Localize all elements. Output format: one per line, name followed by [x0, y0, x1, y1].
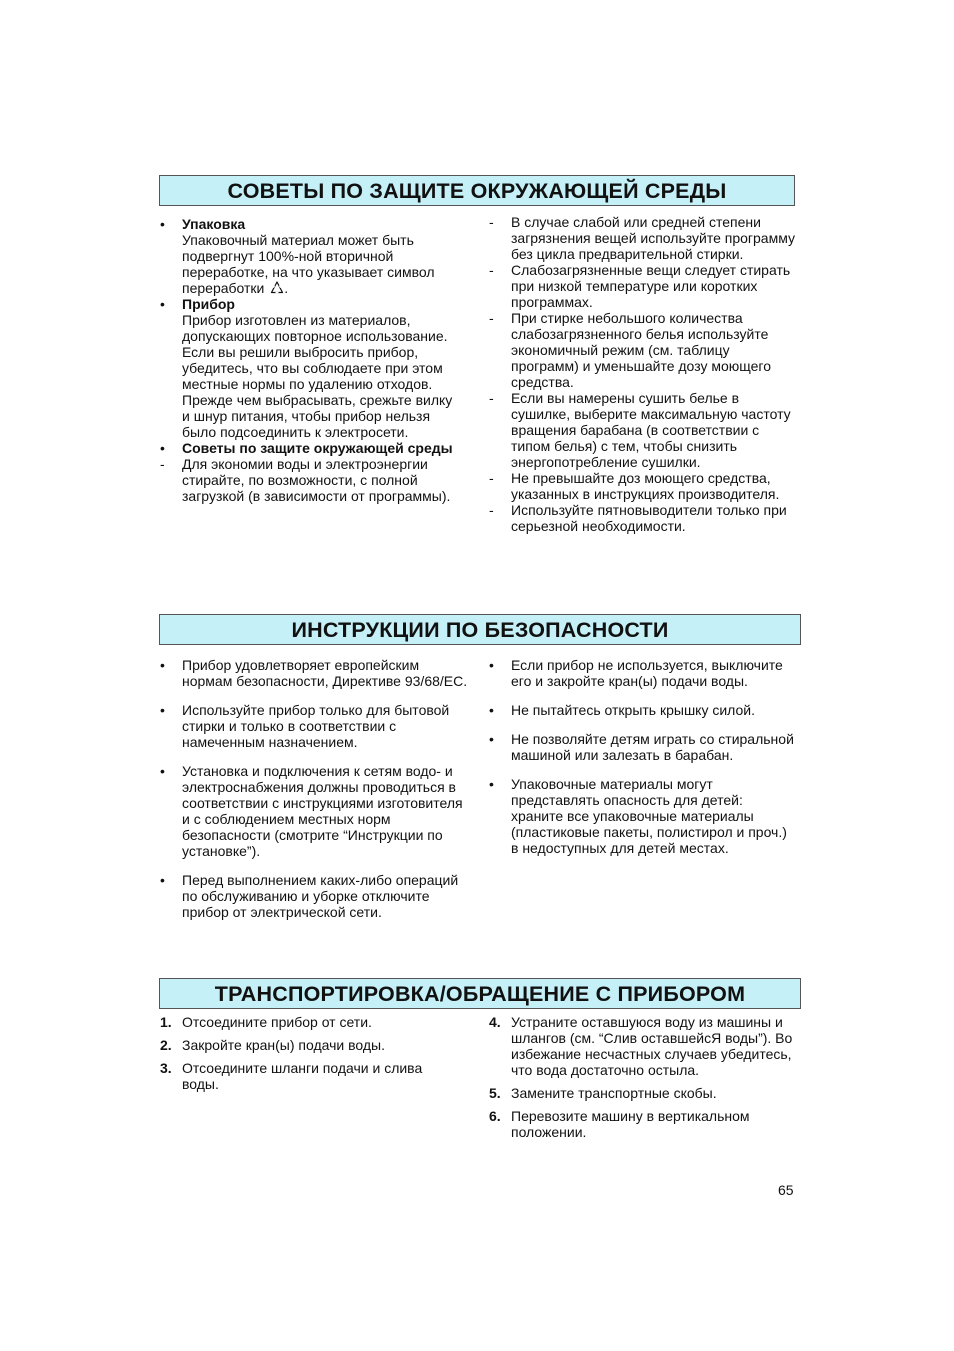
safety-left-column	[160, 657, 468, 920]
appliance-text-2: Прежде чем выбрасывать, срежьте вилку и шнур питания, чтобы прибор нельзя было подсоединить к электросети.	[182, 392, 453, 440]
list-item: • Упаковочные материалы могут представлять опасность для детей: храните все упаковочные материалы (пластиковые пакеты, полистирол и проч.) в недоступных для детей местах.	[489, 776, 787, 856]
list-item: • Установка и подключения к сетям водо- и электроснабжения должны проводиться в соответствии с инструкциями изготовителя и с соблюдением местных норм безопасности (смотрите “Инструкции по установке”).	[160, 763, 463, 859]
list-item: - Если вы намерены сушить белье в сушилке, выберите максимальную частоту вращения барабана (в соответствии с типом белья) с тем, чтобы снизить энергопотребление сушилки.	[489, 390, 791, 470]
list-item: - Не превышайте доз моющего средства, указанных в инструкциях производителя.	[489, 470, 780, 502]
list-item: • Если прибор не используется, выключите его и закройте кран(ы) подачи воды.	[489, 657, 783, 689]
packaging-title: Упаковка	[182, 216, 246, 232]
list-item: - Слабозагрязненные вещи следует стирать при низкой температуре или коротких программах.	[489, 262, 791, 310]
transport-left-column	[160, 1014, 460, 1092]
list-item: • Упаковка Упаковочный материал может быть подвергнут 100%-ной вторичной переработке, на что указывает символ переработки .	[160, 216, 460, 296]
list-item: 2. Закройте кран(ы) подачи воды.	[160, 1037, 385, 1053]
packaging-text: Упаковочный материал может быть подвергнут 100%-ной вторичной переработке, на что указывает символ переработки	[182, 232, 435, 296]
section-title-safety: ИНСТРУКЦИИ ПО БЕЗОПАСНОСТИ	[159, 614, 801, 645]
list-item: • Прибор Прибор изготовлен из материалов, допускающих повторное использование. Если вы решили выбросить прибор, убедитесь, что вы соблюдаете при этом местные нормы по удалению отходов. Прежде чем выбрасывать, срежьте вилку и шнур питания, чтобы прибор нельзя было подсоединить к электросети.	[160, 296, 460, 440]
safety-right-column	[489, 657, 797, 856]
list-item: • Советы по защите окружающей среды	[160, 440, 460, 456]
list-item: - Используйте пятновыводители только при серьезной необходимости.	[489, 502, 787, 534]
appliance-text-1: Прибор изготовлен из материалов, допускающих повторное использование. Если вы решили выбросить прибор, убедитесь, что вы соблюдаете при этом местные нормы по удалению отходов.	[182, 312, 448, 392]
section-title-transport: ТРАНСПОРТИРОВКА/ОБРАЩЕНИЕ С ПРИБОРОМ	[159, 978, 801, 1009]
list-item: • Не пытайтесь открыть крышку силой.	[489, 702, 755, 718]
eco-tip-text: Для экономии воды и электроэнергии стирайте, по возможности, с полной загрузкой (в зависимости от программы).	[182, 456, 451, 504]
list-item: 4. Устраните оставшуюся воду из машины и шлангов (см. “Слив оставшейсЯ воды”). Во избежание несчастных случаев убедитесь, что вода достаточно остыла.	[489, 1014, 793, 1078]
list-item: • Используйте прибор только для бытовой стирки и только в соответствии с намеченным назначением.	[160, 702, 450, 750]
appliance-title: Прибор	[182, 296, 235, 312]
eco-tips-title: Советы по защите окружающей среды	[182, 440, 453, 456]
eco-left-column	[160, 216, 460, 504]
list-item: • Прибор удовлетворяет европейским нормам безопасности, Директиве 93/68/ЕС.	[160, 657, 468, 689]
recycle-icon	[270, 281, 284, 294]
list-item: 1. Отсоедините прибор от сети.	[160, 1014, 372, 1030]
section-title-eco: СОВЕТЫ ПО ЗАЩИТЕ ОКРУЖАЮЩЕЙ СРЕДЫ	[159, 175, 795, 206]
list-item: - В случае слабой или средней степени загрязнения вещей используйте программу без цикла предварительной стирки.	[489, 214, 795, 262]
page-number: 65	[778, 1182, 794, 1198]
transport-right-column	[489, 1014, 797, 1140]
list-item: - При стирке небольшого количества слабозагрязненного белья используйте экономичный режим (см. таблицу программ) и уменьшайте дозу моющего средства.	[489, 310, 771, 390]
list-item: • Не позволяйте детям играть со стиральной машиной или залезать в барабан.	[489, 731, 794, 763]
eco-right-column	[489, 214, 795, 534]
list-item: - Для экономии воды и электроэнергии стирайте, по возможности, с полной загрузкой (в зависимости от программы).	[160, 456, 460, 504]
list-item: 6. Перевозите машину в вертикальном положении.	[489, 1108, 750, 1140]
list-item: 3. Отсоедините шланги подачи и слива воды.	[160, 1060, 423, 1092]
list-item: 5. Замените транспортные скобы.	[489, 1085, 717, 1101]
list-item: • Перед выполнением каких-либо операций по обслуживанию и уборке отключите прибор от электрической сети.	[160, 872, 459, 920]
